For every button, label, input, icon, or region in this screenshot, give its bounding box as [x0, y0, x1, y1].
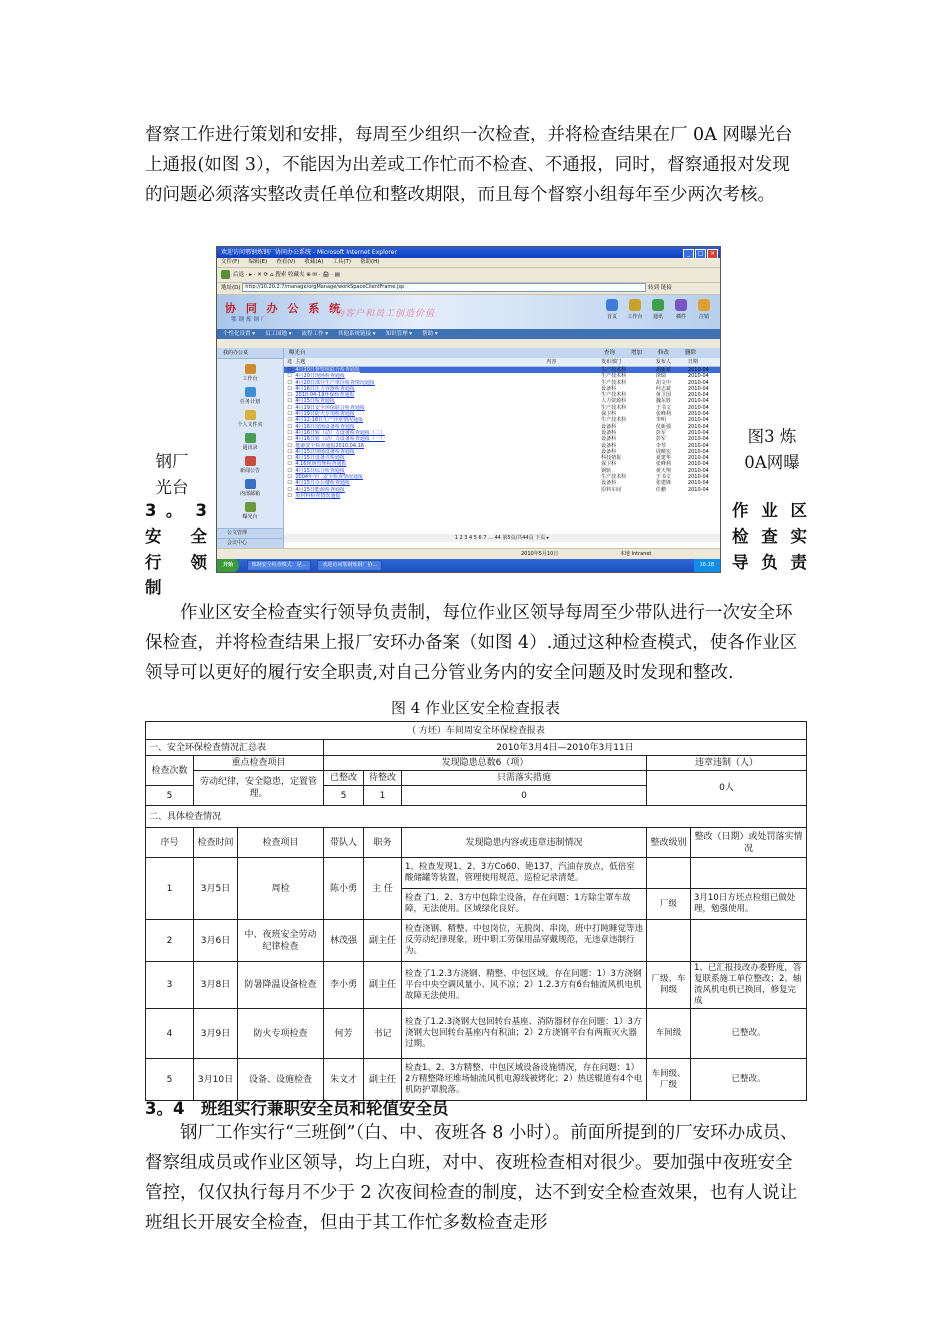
row-date: 2010-04	[687, 467, 709, 474]
row-person	[656, 493, 688, 499]
nav-item-3[interactable]: 其他系统链接 ▾	[338, 331, 376, 337]
row-dept: 原料车间	[601, 486, 622, 493]
report-cell-find: 检查了1.2.3方浇钢、精整、中包区域。存在问题：1）3方浇钢平台中央空调风量小、风不凉；2）1.2.3方有6台轴流风机电机故障无法使用。	[402, 962, 647, 1009]
row-dept: 保卫科	[601, 461, 617, 468]
list-col-5: 日期	[687, 359, 698, 365]
left-bottom-item-1[interactable]: 会议中心	[217, 538, 283, 548]
paragraph-2: 作业区安全检查实行领导负责制，每位作业区领导每周至少带队进行一次安全环保检查，并将检查结果上报厂安环办备案（如图 4）.通过这种检查模式，使各作业区领导可以更好的履行安全职责,对自己分管业务内的安全问题及时发现和整改.	[145, 603, 798, 683]
row-content	[546, 493, 601, 499]
minimize-icon[interactable]: _	[683, 249, 694, 259]
left-item-icon-0	[245, 364, 256, 374]
action-button-2[interactable]: 修改	[657, 350, 669, 356]
report-title: （ 方坯）车间周安全环保检查报表	[146, 722, 807, 740]
row-date: 2010-04	[687, 385, 709, 392]
left-item-1[interactable]: 任务计划	[217, 387, 283, 405]
row-dept: 设备科	[601, 429, 617, 436]
row-person: 彭军	[655, 436, 666, 443]
v-check-count: 5	[146, 786, 194, 806]
maximize-icon[interactable]: □	[695, 249, 706, 259]
go-button[interactable]: 转到	[648, 285, 660, 291]
sec1-label: 一、安全环保检查情况汇总表	[146, 740, 324, 756]
report-cell-level: 厂级、车间级	[647, 962, 691, 1009]
taskbar-clock: 16:18	[694, 559, 720, 572]
nav-item-0[interactable]: 个性化设置 ▾	[223, 331, 256, 337]
left-item-2[interactable]: 个人文件夹	[217, 410, 283, 428]
oa-banner	[217, 295, 720, 329]
row-title[interactable]: 能源安全检查通报2010.04.16	[295, 442, 364, 449]
report-cell-result	[691, 920, 807, 962]
list-col-4: 发布人	[655, 359, 671, 365]
report-cell-leader: 李小勇	[324, 962, 364, 1009]
row-person: 王书文	[655, 474, 671, 481]
left-item-6[interactable]: 曝光台	[217, 502, 283, 520]
report-cell-find: 1、检查发现1、2、3方Co60、铯137，汽油存放点，低倍室酸储罐等装置，管理使用规范，巡检记录清楚。	[402, 858, 647, 889]
report-cell-level	[647, 920, 691, 962]
row-title[interactable]: 原材料检查情况通报	[295, 492, 341, 499]
row-checkbox[interactable]: ☐	[287, 436, 292, 443]
banner-icon-3	[675, 299, 687, 311]
row-person: 胡新斌	[655, 367, 671, 373]
report-cell-find: 检查了1.2.3浇钢大包回转台基座、消防器材存在问题：1）3方浇钢大包回转台基座内有积油；2）2方浇钢平台有两瓶灭火器过期。	[402, 1009, 647, 1059]
report-col-6: 整改级别	[647, 828, 691, 858]
menu-item-4[interactable]: 工具(T)	[332, 259, 352, 265]
banner-subtitle: 鄂钢炼钢厂	[231, 317, 269, 323]
row-checkbox[interactable]: ☐	[287, 417, 292, 424]
panel-title: 曝光台	[289, 350, 306, 356]
report-cell-item: 设备、设施检查	[238, 1059, 324, 1101]
address-label: 地址(D)	[221, 285, 241, 291]
list-col-1: 主题	[295, 359, 306, 365]
report-col-3: 带队人	[324, 828, 364, 858]
h-check-count: 检查次数	[146, 756, 194, 786]
report-cell-role: 副主任	[364, 1059, 402, 1101]
row-dept: 生产技术科	[601, 392, 627, 399]
row-dept	[601, 493, 656, 499]
row-title[interactable]: 2010-04-19环保检查通报	[295, 392, 355, 399]
v-rectified: 5	[324, 786, 364, 806]
sec33-right-3: 导 负 责	[732, 553, 807, 572]
row-title[interactable]: 4月16日现场设备检查通报	[295, 423, 355, 430]
pager[interactable]: 1 2 3 4 5 6 7 ... 44 第5页/共44页 下页 ▸	[284, 534, 720, 542]
table-row	[146, 962, 807, 1009]
row-title[interactable]: 4月19日防火专项检查通报	[295, 411, 355, 418]
row-title[interactable]: 4月15日设备点检通报	[295, 455, 345, 462]
row-title[interactable]: 4月20日督察组联合检查通报	[295, 367, 360, 373]
row-date	[688, 493, 720, 499]
row-title[interactable]: 4月20日部分生产单位检查情况通报	[295, 379, 375, 386]
links-label: 链接	[660, 285, 672, 291]
report-cell-role: 书记	[364, 1009, 402, 1059]
row-checkbox[interactable]: ☐	[287, 474, 292, 481]
row-checkbox[interactable]: ☐	[287, 423, 292, 430]
row-checkbox[interactable]: ☐	[287, 442, 292, 449]
left-item-icon-1	[245, 387, 256, 397]
row-checkbox[interactable]: ☐	[287, 429, 292, 436]
taskbar-task-1[interactable]: 欢迎访问鄂钢炼钢厂协...	[317, 560, 382, 571]
row-title[interactable]: 4月19日安全环保联合检查通报	[295, 404, 365, 411]
row-date: 2010-04	[687, 474, 709, 481]
report-col-4: 职务	[364, 828, 402, 858]
report-cell-level: 车间级、厂级	[647, 1059, 691, 1101]
row-person: 徐瑞	[655, 373, 666, 380]
row-dept: 设备科	[601, 448, 617, 455]
v-measures: 0	[402, 786, 647, 806]
report-cell-find: 检查了1、2、3方中包除尘设备，存在问题：1方除尘罩车故障，无法使用。区域绿化良好。	[402, 889, 647, 920]
nav-item-4[interactable]: 知识管理 ▾	[385, 331, 413, 337]
report-cell-item: 防火专项检查	[238, 1009, 324, 1059]
v-key-items: 劳动纪律，安全隐患，定置管理。	[194, 771, 324, 806]
report-col-7: 整改（日期）或处罚落实情况	[691, 828, 807, 858]
report-cell-result: 已整改。	[691, 1009, 807, 1059]
row-checkbox[interactable]: ☐	[287, 480, 292, 487]
sec33-left-3: 行 领	[145, 553, 207, 572]
row-checkbox[interactable]: ☐	[287, 367, 292, 373]
action-button-0[interactable]: 查询	[603, 350, 615, 356]
row-date: 2010-04	[687, 442, 709, 449]
status-bar	[217, 548, 720, 559]
row-date: 2010-04	[687, 455, 709, 462]
report-cell-role: 副主任	[364, 920, 402, 962]
report-cell-leader: 朱文才	[324, 1059, 364, 1101]
row-dept: 钢轨	[601, 467, 612, 474]
nav-item-1[interactable]: 员工园地 ▾	[265, 331, 292, 337]
report-col-1: 检查时间	[194, 828, 238, 858]
left-item-5[interactable]: 内部邮箱	[217, 479, 283, 497]
row-dept: 生产技术科	[601, 373, 627, 380]
banner-logo: 协 同 办 公 系 统	[225, 302, 344, 315]
row-date: 2010-04	[687, 392, 709, 399]
oa-nav-bar	[217, 329, 720, 339]
row-checkbox[interactable]: ☐	[287, 461, 292, 468]
right-panel	[284, 348, 720, 548]
row-person: 黄卫国	[655, 392, 671, 399]
report-cell-leader: 何芳	[324, 1009, 364, 1059]
table-row	[146, 1009, 807, 1059]
ie-toolbar	[217, 268, 720, 283]
report-cell-level: 厂级	[647, 889, 691, 920]
banner-button-3[interactable]: 插件	[671, 299, 691, 320]
report-cell-leader: 陈小勇	[324, 858, 364, 920]
address-bar	[217, 283, 720, 295]
report-cell-date: 3月8日	[194, 962, 238, 1009]
v-violations: 0人	[647, 771, 807, 806]
list-col-3: 发布部门	[601, 359, 622, 365]
list-item[interactable]	[284, 493, 720, 499]
row-title[interactable]: 4月15日检查通报	[295, 398, 335, 405]
left-item-0[interactable]: 工作台	[217, 364, 283, 382]
left-panel	[217, 348, 284, 548]
row-checkbox[interactable]: ☐	[287, 467, 292, 474]
report-cell-level: 车间级	[647, 1009, 691, 1059]
row-date: 2010-04	[687, 486, 709, 493]
action-button-1[interactable]: 增加	[630, 350, 642, 356]
taskbar-task-0[interactable]: 炼钢安全检查模式：是...	[247, 560, 312, 571]
row-person: 侯新强	[655, 423, 671, 430]
banner-icon-2	[652, 299, 664, 311]
row-person: 李琴	[655, 442, 666, 449]
menu-item-1[interactable]: 编辑(E)	[248, 259, 268, 265]
toolbar-text: 后退 · ▸ · ✕ ⟳ ⌂ 搜索 收藏夹 ⊕ ✉ · 🖨 · ▤	[233, 272, 340, 278]
row-title[interactable]: 4月15日办公楼检查通报	[295, 480, 350, 487]
row-dept: 人力资源科	[601, 398, 627, 405]
row-dept: 设备科	[601, 436, 617, 443]
row-title[interactable]: 4月12-18日生产异常情况通报	[295, 417, 364, 424]
row-date: 2010-04	[687, 367, 709, 373]
row-person: 任鹏	[655, 486, 666, 493]
row-title[interactable]: 4月15日能源检查通报	[295, 486, 345, 493]
paragraph-3: 钢厂工作实行“三班倒”（白、中、夜班各 8 小时）。前面所提到的厂安环办成员、督察组成员或作业区领导，均上白班，对中、夜班检查相对很少。要加强中夜班安全管控，仅仅执行每月不少于 2 次夜间检查的制度，达不到安全检查效果，也有人说让班组长开展安全检查，但由于其工作忙多数检查走形	[145, 1123, 798, 1233]
row-checkbox[interactable]: ☐	[287, 398, 292, 405]
nav-item-2[interactable]: 流程工作 ▾	[301, 331, 329, 337]
row-date: 2010-04	[687, 379, 709, 386]
left-item-icon-3	[245, 433, 256, 443]
banner-button-0[interactable]: 首页	[602, 299, 622, 320]
report-cell-find: 检查1、2、3方精整、中包区域设备设施情况，存在问题：1）2方精整降坯堆场轴流风机电源线被烤化；2）热送辊道有4个电机防护罩脱落。	[402, 1059, 647, 1101]
report-col-2: 检查项目	[238, 828, 324, 858]
row-person: 彭军	[655, 429, 666, 436]
table-row	[146, 858, 807, 889]
sec33-left-4: 制	[145, 578, 162, 597]
h-measures: 只需落实措施	[402, 771, 647, 786]
table-row	[146, 920, 807, 962]
list-header	[284, 358, 720, 367]
sec33-right-1: 作 业 区	[732, 501, 807, 520]
menu-item-2[interactable]: 查看(V)	[276, 259, 296, 265]
row-dept: 生产技术科	[601, 474, 627, 481]
row-dept: 设备科	[601, 442, 617, 449]
row-dept: 生产技术科	[601, 417, 627, 424]
row-title[interactable]: 4月20日现场检查通报	[295, 373, 345, 380]
sec2-label: 二、具体检查情况	[146, 806, 807, 828]
row-dept: 生产技术科	[601, 379, 627, 386]
h-violations: 违章违制（人）	[647, 756, 807, 771]
row-person: 张建锋	[655, 480, 671, 487]
banner-icon-0	[606, 299, 618, 311]
row-person: 王书文	[655, 404, 671, 411]
row-title[interactable]: 2004年全厂安全检查情况通报	[295, 474, 364, 481]
banner-button-2[interactable]: 通讯	[648, 299, 668, 320]
row-checkbox[interactable]: ☐	[287, 411, 292, 418]
row-date: 2010-04	[687, 417, 709, 424]
ie-menu-bar	[217, 258, 720, 268]
row-date: 2010-04	[687, 411, 709, 418]
row-title[interactable]: 4月16日转（动）力设备检查通报（二）	[295, 429, 385, 436]
banner-slogan: 为客户和员工创造价值	[335, 309, 436, 319]
row-dept: 生产技术科	[601, 404, 627, 411]
row-title[interactable]: 4月16日压力容器检查通报	[295, 385, 355, 392]
report-cell-result: 1、已汇报技改办委野度，答复联系施工单位整改；2、轴流风机电机已换回，修复完成	[691, 962, 807, 1009]
left-item-4[interactable]: 新闻公告	[217, 456, 283, 474]
report-cell-no: 3	[146, 962, 194, 1009]
v-pending: 1	[364, 786, 402, 806]
report-col-5: 发现隐患内容或违章违制情况	[402, 828, 647, 858]
h-key-items: 重点检查项目	[194, 756, 324, 771]
report-col-0: 序号	[146, 828, 194, 858]
row-date: 2010-04	[687, 373, 709, 380]
sec33-left-2: 安 全	[145, 527, 207, 546]
row-checkbox[interactable]: ☐	[287, 455, 292, 462]
oa-main	[217, 348, 720, 548]
safety-report-table	[145, 721, 807, 1101]
row-date: 2010-04	[687, 404, 709, 411]
row-dept: 设备科	[601, 480, 617, 487]
windows-taskbar	[217, 559, 720, 572]
banner-icons	[599, 299, 714, 320]
report-cell-no: 5	[146, 1059, 194, 1101]
banner-button-1[interactable]: 工作台	[625, 299, 645, 320]
report-cell-result: 3月10日方坯点检组已做处理，勉强使用。	[691, 889, 807, 920]
menu-item-3[interactable]: 收藏(A)	[304, 259, 324, 265]
h-pending: 待整改	[364, 771, 402, 786]
row-person: 魏东胜	[655, 398, 671, 405]
h-rectified: 已整改	[324, 771, 364, 786]
row-checkbox[interactable]: ☐	[287, 373, 292, 380]
row-date: 2010-04	[687, 398, 709, 405]
row-dept: 设备科	[601, 423, 617, 430]
row-date: 2010-04	[687, 461, 709, 468]
paragraph-1: 督察工作进行策划和安排，每周至少组织一次检查，并将检查结果在厂 0A 网曝光台上通报(如图 3），不能因为出差或工作忙而不检查、不通报，同时，督察通报对发现的问题必须落实整改责任单位和整改期限，而且每个督察小组每年至少两次考核。	[145, 125, 793, 205]
row-date: 2010-04	[687, 429, 709, 436]
report-cell-find: 检查浇钢、精整、中包岗位，无脱岗、串岗，班中打盹睡觉等违反劳动纪律现象，班中职工劳保用品穿戴规范，无违章违制行为。	[402, 920, 647, 962]
row-checkbox[interactable]: ☐	[287, 404, 292, 411]
left-item-icon-6	[245, 502, 256, 512]
report-cell-leader: 林茂强	[324, 920, 364, 962]
row-checkbox[interactable]: ☐	[287, 486, 292, 493]
right-header	[284, 348, 720, 358]
row-person: 夏建华	[655, 455, 671, 462]
report-cell-item: 防暑降温设备检查	[238, 962, 324, 1009]
close-icon[interactable]: ×	[707, 249, 718, 259]
report-cell-no: 1	[146, 858, 194, 920]
row-checkbox[interactable]: ☐	[287, 385, 292, 392]
list-col-2: 内容	[546, 359, 557, 365]
sec33-left-1: 3 。 3	[145, 501, 207, 520]
row-date: 2010-04	[687, 423, 709, 430]
row-person: 李明	[655, 417, 666, 424]
status-zone: 本地 Intranet	[619, 551, 652, 557]
report-cell-date: 3月9日	[194, 1009, 238, 1059]
report-cell-no: 4	[146, 1009, 194, 1059]
row-checkbox[interactable]: ☐	[287, 392, 292, 399]
action-button-3[interactable]: 删除	[684, 350, 696, 356]
oa-screenshot-figure	[216, 246, 721, 573]
menu-item-0[interactable]: 文件(F)	[221, 259, 240, 265]
report-cell-item: 中、夜班安全劳动纪律检查	[238, 920, 324, 962]
row-person: 胡文中	[655, 379, 671, 386]
report-cell-no: 2	[146, 920, 194, 962]
sec34-heading: 3。4 班组实行兼职安全员和轮值安全员	[145, 1099, 449, 1118]
banner-button-4[interactable]: 注销	[694, 299, 714, 320]
row-dept: 保卫科	[601, 411, 617, 418]
report-cell-date: 3月10日	[194, 1059, 238, 1101]
back-icon[interactable]	[221, 270, 230, 279]
row-person: 张峰利	[655, 411, 671, 418]
row-person: 黄天翔	[655, 467, 671, 474]
left-item-3[interactable]: 通讯录	[217, 433, 283, 451]
sec33-right-2: 检 查 实	[732, 527, 807, 546]
nav-item-5[interactable]: 帮助 ▾	[422, 331, 438, 337]
report-cell-role: 主 任	[364, 858, 402, 920]
row-title[interactable]: 4月16日转（动）力设备检查通报（一）	[295, 436, 385, 443]
report-cell-item: 周检	[238, 858, 324, 920]
start-button[interactable]: 开始	[217, 559, 239, 572]
row-title[interactable]: 4.16现场管理检查通报	[295, 461, 347, 468]
row-title[interactable]: 4月15日现场设备检查通报	[295, 448, 355, 455]
report-cell-result	[691, 858, 807, 889]
fig3-caption-right: 图3 炼0A网曝	[744, 427, 800, 472]
menu-item-5[interactable]: 帮助(H)	[360, 259, 380, 265]
left-bottom-item-0[interactable]: 公文管理	[217, 528, 283, 538]
row-checkbox[interactable]: ☐	[287, 492, 292, 499]
report-cell-date: 3月5日	[194, 858, 238, 920]
report-cell-result: 已整改。	[691, 1059, 807, 1101]
row-dept: 科技情报	[601, 455, 622, 462]
row-checkbox[interactable]: ☐	[287, 379, 292, 386]
banner-icon-4	[698, 299, 710, 311]
left-header: 我的办公桌	[217, 348, 283, 359]
row-person: 何志斌	[655, 385, 671, 392]
address-input[interactable]: http://10.20.2.7/manage/orgManage/workSpaceClientFrame.jsp	[242, 283, 646, 292]
row-date: 2010-04	[687, 436, 709, 443]
ie-title-bar	[217, 247, 720, 258]
left-item-icon-4	[245, 456, 256, 466]
row-dept: 设备科	[601, 385, 617, 392]
list-col-0: 选	[287, 359, 293, 365]
row-date: 2010-04	[687, 480, 709, 487]
row-person: 张峰利	[655, 461, 671, 468]
banner-icon-1	[629, 299, 641, 311]
left-item-icon-2	[245, 410, 256, 420]
report-cell-role: 副主任	[364, 962, 402, 1009]
date-range: 2010年3月4日—2010年3月11日	[324, 740, 807, 756]
row-title[interactable]: 4月15日综合检查通报	[295, 467, 345, 474]
fig4-title: 图 4 作业区安全检查报表	[390, 699, 561, 717]
fig3-caption-left: 钢厂光台	[155, 452, 189, 497]
row-date: 2010-04	[687, 448, 709, 455]
window-title: 欢迎访问鄂钢炼钢厂协同办公系统 - Microsoft Internet Explorer	[221, 249, 397, 256]
row-dept: 生产技术科	[601, 367, 627, 373]
row-checkbox[interactable]: ☐	[287, 448, 292, 455]
report-cell-level	[647, 858, 691, 889]
status-date: 2010年5月10日	[521, 551, 559, 557]
row-person: 周映宏	[655, 448, 671, 455]
report-cell-date: 3月6日	[194, 920, 238, 962]
h-hidden-total: 发现隐患总数6（项）	[324, 756, 647, 771]
left-item-icon-5	[245, 479, 256, 489]
